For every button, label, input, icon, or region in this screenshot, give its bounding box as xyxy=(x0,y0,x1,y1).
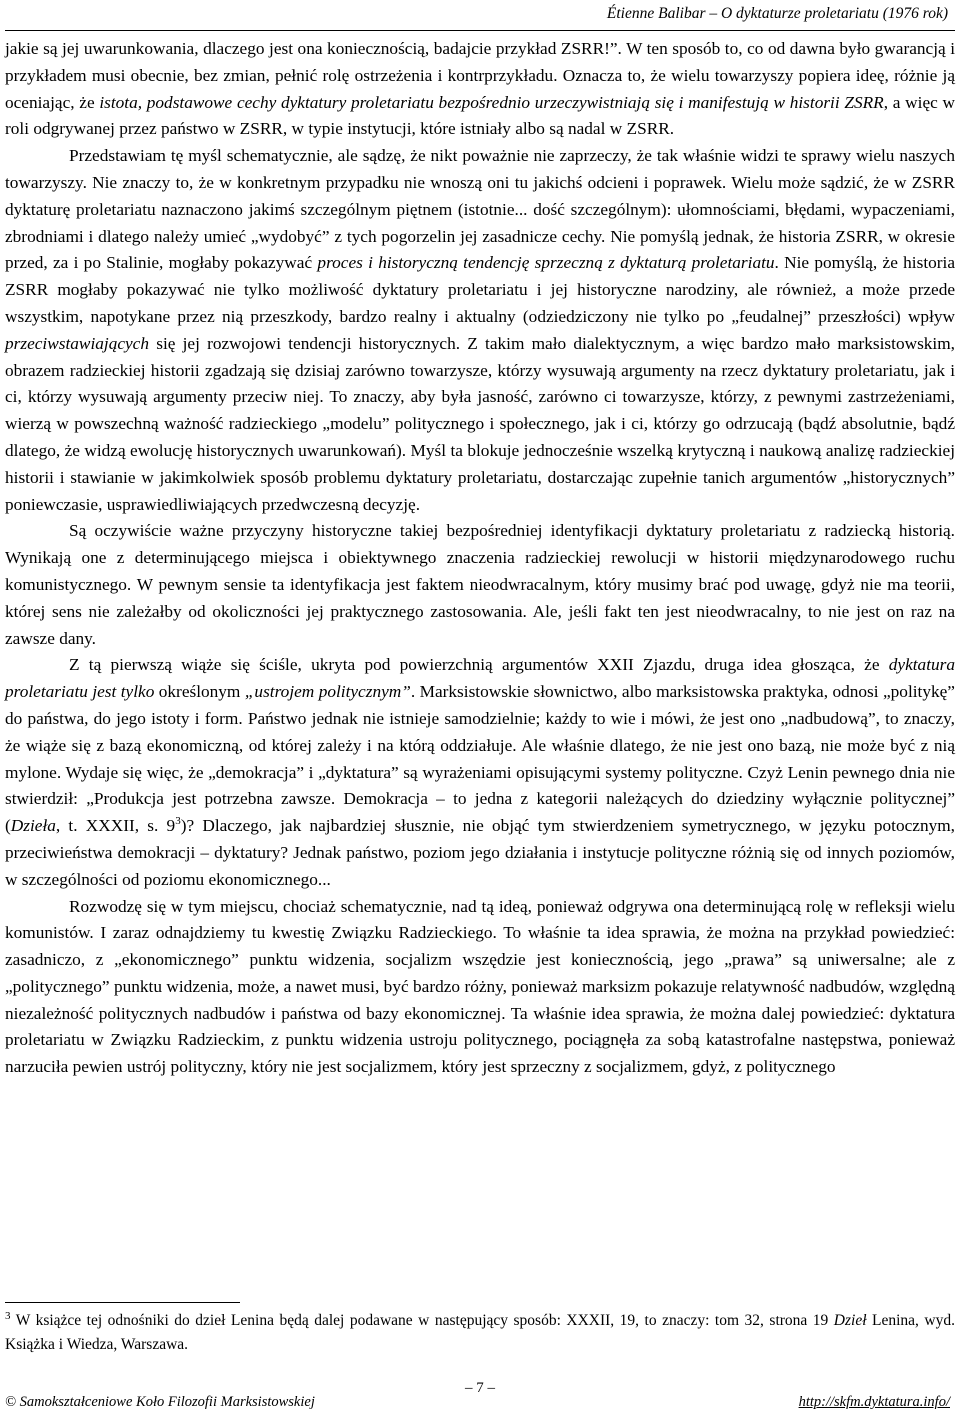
italic-text: proces i historyczną tendencję sprzeczną z dyktaturą proletariatu xyxy=(317,253,775,273)
text-run: Rozwodzę się w tym miejscu, chociaż schematycznie, nad tą ideą, ponieważ odgrywa ona determinującą rolę w refleksji wielu komunistów. I zaraz odnajdziemy tu kwestię Związku Radzieckiego. To właśnie ta idea sprawia, że można na przykład powiedzieć: zasadniczo, z „ekonomicznego” punktu widzenia, socjalizm wszędzie jest koniecznością, jego „prawa” są uniwersalne; ale z „politycznego” punktu widzenia, może, a nawet musi, być bardzo różny, ponieważ marksizm pokazuje relatywność nadbudów, względną niezależność politycznych nadbudów i państwa od bazy ekonomicznej. Ta właśnie idea sprawia, że można dalej powiedzieć: dyktatura proletariatu w Związku Radzieckim, z punktu widzenia ustroju politycznego, pociągnęła za sobą katastrofalne następstwa, ponieważ narzuciła pewien ustrój polityczny, który nie jest socjalizmem, który jest sprzeczny z socjalizmem, gdyż, z politycznego xyxy=(5,896,955,1077)
paragraph xyxy=(5,894,955,1082)
italic-text: Dzieł xyxy=(833,1312,867,1329)
italic-text: „ustrojem politycznym” xyxy=(244,682,411,702)
footnote xyxy=(5,1309,955,1357)
footer-link[interactable]: http://skfm.dyktatura.info/ xyxy=(798,1394,950,1410)
footer-copyright: © Samokształceniowe Koło Filozofii Marksistowskiej xyxy=(5,1394,315,1410)
text-run: , t. XXXII, s. 9 xyxy=(55,816,176,836)
text-run: W książce tej odnośniki do dzieł Lenina będą dalej podawane w następujący sposób: XXXII, 19, to znaczy: tom 32, strona 19 xyxy=(10,1312,834,1329)
header-divider xyxy=(5,30,955,31)
document-body xyxy=(5,36,955,1081)
page-number: – 7 – xyxy=(465,1380,495,1396)
paragraph xyxy=(5,652,955,893)
paragraph xyxy=(5,518,955,652)
text-run: Z tą pierwszą wiąże się ściśle, ukryta pod powierzchnią argumentów XXII Zjazdu, druga idea głosząca, że xyxy=(69,655,889,675)
italic-text: Dzieła xyxy=(10,816,56,836)
text-run: jakie są jej uwarunkowania, dlaczego jest ona koniecznością, badajcie przykład ZSRR!”. W ten sposób to, co od dawna było gwarancją i przykładem musi obecnie, bez zmian, pełnić rolę ostrzeżenia i kontrprzykładu. Oznacza to, że wielu towarzyszy popiera ideę, różnie ją oceniając, że xyxy=(5,39,955,112)
text-run: określonym xyxy=(154,682,245,702)
text-run: Lenina, wyd. Książka i Wiedza, Warszawa. xyxy=(5,1312,955,1353)
footnote-divider xyxy=(5,1302,240,1303)
text-run: . Marksistowskie słownictwo, albo marksistowska praktyka, odnosi „politykę” do państwa, do jego istoty i form. Państwo jednak nie istnieje samodzielnie; każdy to wie i mówi, że jest ono „nadbudową”, to znaczy, że wiąże się z bazą ekonomiczną, od której zależy i na którą oddziałuje. Ale właśnie dlatego, że nie jest ono bazą, nie może być z nią mylone. Wydaje się więc, że „demokracja” i „dyktatura” są wyrażeniami opisującymi systemy polityczne. Czyż Lenin pewnego dnia nie stwierdził: „Produkcja jest potrzebna zawsze. Demokracja – to jedna z kategorii należących do dziedziny wyłącznie politycznej” ( xyxy=(5,682,955,836)
paragraph xyxy=(5,36,955,143)
text-run: . Nie pomyślą, że historia ZSRR mogłaby pokazywać nie tylko możliwość dyktatury proletariatu i jej historyczne narodziny, ale również, a może przede wszystkim, napotykane przez nią przeszkody, bardzo realny i aktualny (odziedziczony nie tylko po „feudalnej” przeszłości) wpływ xyxy=(5,253,955,326)
text-run: )? Dlaczego, jak najbardziej słusznie, nie objąć tym stwierdzeniem symetrycznego, w języku potocznym, przeciwieństwa demokracji – dyktatury? Jednak państwo, poziom jego działania i instytucje polityczne różnią się od innych poziomów, w szczególności od poziomu ekonomicznego... xyxy=(5,816,955,889)
footnote-marker: 3 xyxy=(175,815,181,828)
footnote-marker: 3 xyxy=(5,1309,11,1322)
text-run: , a więc w roli odgrywanej przez państwo w ZSRR, w typie instytucji, które istniały albo są nadal w ZSRR. xyxy=(5,92,955,139)
text-run: się jej rozwojowi tendencji historycznych. Z takim mało dialektycznym, a więc bardzo mało marksistowskim, obrazem radzieckiej historii zgadzają się dzisiaj zarówno towarzysze, którzy wysuwają argumenty na rzecz dyktatury proletariatu, jak i ci, którzy wysuwają argumenty przeciw niej. To znaczy, aby była jasność, zarówno ci towarzysze, którzy, z pewnymi zastrzeżeniami, wierzą w powszechną ważność radzieckiego „modelu” politycznego i społecznego, jak i ci, którzy go odrzucają (bądź absolutnie, bądź dlatego, że widzą ewolucję historycznych uwarunkowań). Myśl ta blokuje jednocześnie wszelką krytyczną i naukową analizę radzieckiej historii i stawianie w jakimkolwiek sposób problemu dyktatury proletariatu, dostarczając zupełnie tanich argumentów „historycznych” poniewczasie, usprawiedliwiających przedwczesną decyzję. xyxy=(5,333,955,514)
italic-text: dyktatura proletariatu jest tylko xyxy=(5,655,955,702)
italic-text: istota, podstawowe cechy dyktatury proletariatu bezpośrednio urzeczywistniają się i manifestują w historii ZSRR xyxy=(99,92,884,112)
text-run: Są oczywiście ważne przyczyny historyczne takiej bezpośredniej identyfikacji dyktatury proletariatu z radziecką historią. Wynikają one z determinującego miejsca i obiektywnego znaczenia radzieckiej rewolucji w historii międzynarodowego ruchu komunistycznego. W pewnym sensie ta identyfikacja jest faktem nieodwracalnym, który musimy brać pod uwagę, gdyż nie ma teorii, której sens nie zależałby od okoliczności jej praktycznego zastosowania. Ale, jeśli fakt ten jest nieodwracalny, to nie jest on raz na zawsze dany. xyxy=(5,521,955,648)
italic-text: przeciwstawiających xyxy=(5,333,149,353)
running-header: Étienne Balibar – O dyktaturze proletariatu (1976 rok) xyxy=(606,5,948,22)
paragraph xyxy=(5,143,955,518)
text-run: Przedstawiam tę myśl schematycznie, ale sądzę, że nikt poważnie nie zaprzeczy, że tak właśnie widzi te sprawy wielu naszych towarzyszy. Nie znaczy to, że w konkretnym przypadku nie wnoszą oni tu jakichś odcieni i poprawek. Wielu może sądzić, że w ZSRR dyktaturę proletariatu naznaczono jakimś szczególnym piętnem (istotnie... dość szczególnym): ułomnościami, błędami, wypaczeniami, zbrodniami i dlatego należy umieć „wydobyć” z tych pogorzelin jej zasadnicze cechy. Nie pomyślą jednak, że historia ZSRR, w okresie przed, za i po Stalinie, mogłaby pokazywać xyxy=(5,146,955,273)
